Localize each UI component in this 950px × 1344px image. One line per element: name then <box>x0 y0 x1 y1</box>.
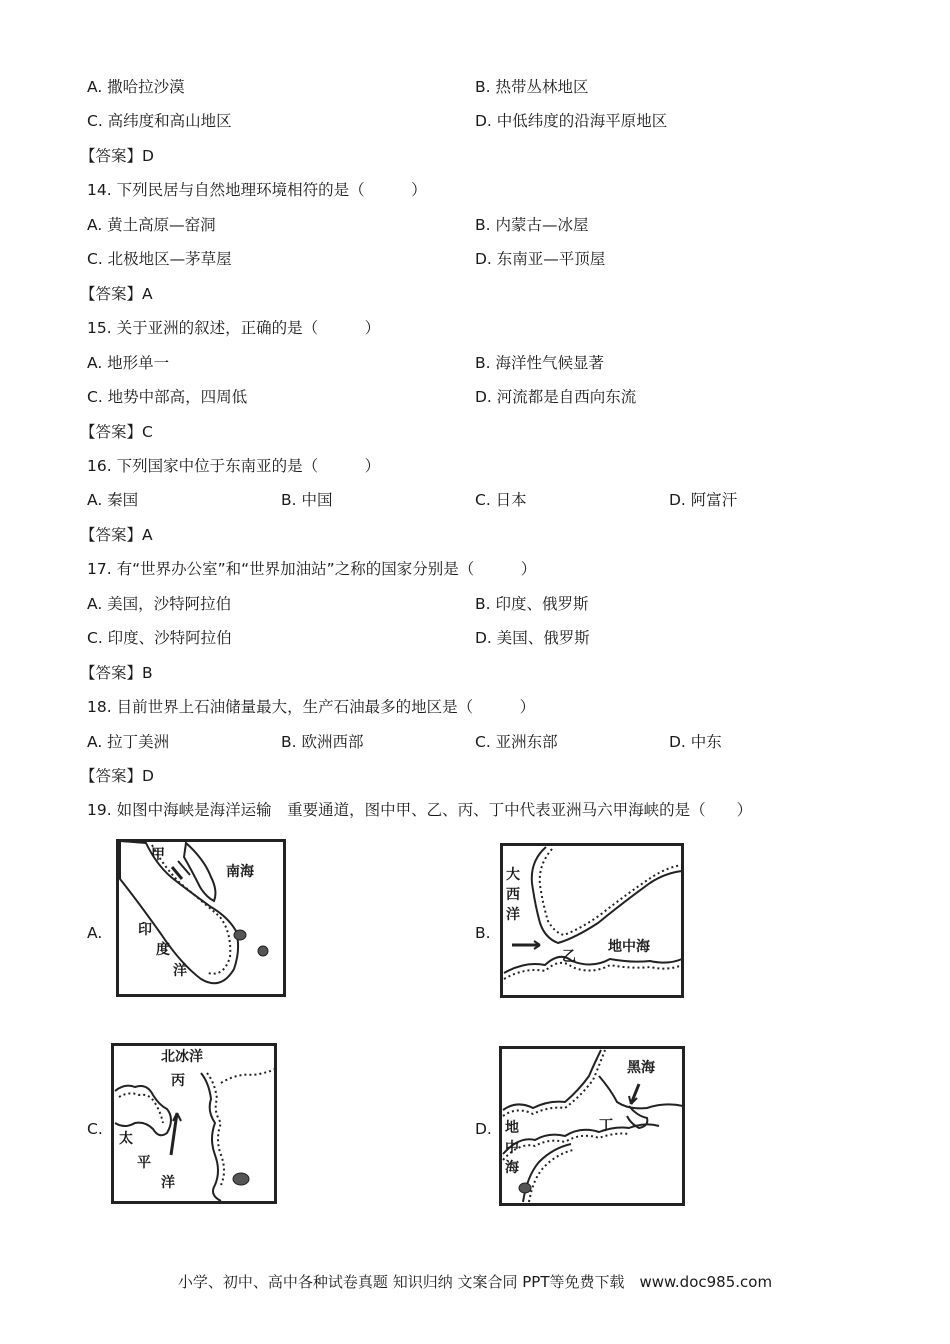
answer-tag: 【答案】 <box>80 147 143 165</box>
q14-option-d: D. 东南亚—平顶屋 <box>475 250 606 268</box>
q17-option-c: C. 印度、沙特阿拉伯 <box>87 629 232 647</box>
answer-value: D <box>142 147 154 165</box>
q18-stem: 18. 目前世界上石油储量最大，生产石油最多的地区是（ ） <box>87 698 536 716</box>
q14-option-c: C. 北极地区—茅草屋 <box>87 250 232 268</box>
map-a-label-du: 度 <box>156 942 170 958</box>
map-c-label-ping: 平 <box>137 1155 151 1171</box>
q16-answer <box>80 525 153 545</box>
answer-tag: 【答案】 <box>80 423 143 441</box>
q13-answer <box>80 146 154 166</box>
map-a-label-jia: 甲 <box>151 847 165 863</box>
q15-answer <box>80 422 153 442</box>
q19-option-a: A. <box>87 924 103 942</box>
page-footer: 小学、初中、高中各种试卷真题 知识归纳 文案合同 PPT等免费下载 www.doc985.com <box>177 1273 773 1291</box>
map-c-label-beibingyang: 北冰洋 <box>161 1049 203 1065</box>
q16-option-a: A. 秦国 <box>87 491 139 509</box>
map-d-label-heihai: 黑海 <box>627 1060 655 1076</box>
q16-option-c: C. 日本 <box>475 491 527 509</box>
answer-value: C <box>142 423 153 441</box>
q14-stem: 14. 下列民居与自然地理环境相符的是（ ） <box>87 181 427 199</box>
answer-value: A <box>142 526 153 544</box>
q19-stem: 19. 如图中海峡是海洋运输 重要通道，图中甲、乙、丙、丁中代表亚洲马六甲海峡的是（ ） <box>87 801 753 819</box>
answer-value: D <box>142 767 154 785</box>
map-c-label-tai: 太 <box>119 1131 133 1147</box>
q16-option-d: D. 阿富汗 <box>669 491 738 509</box>
q15-option-b: B. 海洋性气候显著 <box>475 354 604 372</box>
q14-answer <box>80 284 153 304</box>
map-c-label-yang: 洋 <box>161 1175 175 1191</box>
answer-value: A <box>142 285 153 303</box>
map-a-label-yin: 印 <box>138 922 152 938</box>
q15-option-a: A. 地形单一 <box>87 354 170 372</box>
map-b-label-yi: 乙 <box>562 949 576 965</box>
answer-tag: 【答案】 <box>80 664 143 682</box>
q17-option-b: B. 印度、俄罗斯 <box>475 595 589 613</box>
q18-answer <box>80 766 154 786</box>
q19-option-b: B. <box>475 924 491 942</box>
q19-option-c: C. <box>87 1120 103 1138</box>
q13-option-c: C. 高纬度和高山地区 <box>87 112 232 130</box>
answer-tag: 【答案】 <box>80 285 143 303</box>
q18-option-c: C. 亚洲东部 <box>475 733 558 751</box>
q13-option-a: A. 撒哈拉沙漠 <box>87 78 185 96</box>
map-b-label-yang: 洋 <box>506 907 520 923</box>
q15-stem: 15. 关于亚洲的叙述，正确的是（ ） <box>87 319 381 337</box>
map-a-label-yang: 洋 <box>173 963 187 979</box>
map-d-label-di: 地 <box>505 1120 519 1136</box>
map-d-label-ding: 丁 <box>599 1118 613 1134</box>
q16-option-b: B. 中国 <box>281 491 333 509</box>
map-a-strait <box>116 839 286 997</box>
q18-option-a: A. 拉丁美洲 <box>87 733 170 751</box>
q13-option-b: B. 热带丛林地区 <box>475 78 589 96</box>
map-b-label-dizhonghai: 地中海 <box>608 939 650 955</box>
map-c-strait <box>111 1043 277 1204</box>
q18-option-d: D. 中东 <box>669 733 722 751</box>
q17-option-a: A. 美国，沙特阿拉伯 <box>87 595 232 613</box>
map-d-label-zhong: 中 <box>505 1140 519 1156</box>
q14-option-b: B. 内蒙古—冰屋 <box>475 216 589 234</box>
map-b-label-da: 大 <box>506 867 520 883</box>
answer-value: B <box>142 664 153 682</box>
q14-option-a: A. 黄土高原—窑洞 <box>87 216 216 234</box>
q18-option-b: B. 欧洲西部 <box>281 733 364 751</box>
map-d-strait <box>499 1046 685 1206</box>
map-c-label-bing: 丙 <box>171 1073 185 1089</box>
q17-option-d: D. 美国、俄罗斯 <box>475 629 590 647</box>
q16-stem: 16. 下列国家中位于东南亚的是（ ） <box>87 457 381 475</box>
map-b-strait <box>500 843 684 998</box>
q19-option-d: D. <box>475 1120 492 1138</box>
answer-tag: 【答案】 <box>80 767 143 785</box>
q17-answer <box>80 663 153 683</box>
answer-tag: 【答案】 <box>80 526 143 544</box>
map-b-label-xi: 西 <box>506 887 520 903</box>
map-a-label-nanhai: 南海 <box>226 864 254 880</box>
q17-stem: 17. 有“世界办公室”和“世界加油站”之称的国家分别是（ ） <box>87 560 537 578</box>
q13-option-d: D. 中低纬度的沿海平原地区 <box>475 112 668 130</box>
map-d-label-hai: 海 <box>505 1160 519 1176</box>
q15-option-d: D. 河流都是自西向东流 <box>475 388 637 406</box>
q15-option-c: C. 地势中部高，四周低 <box>87 388 248 406</box>
